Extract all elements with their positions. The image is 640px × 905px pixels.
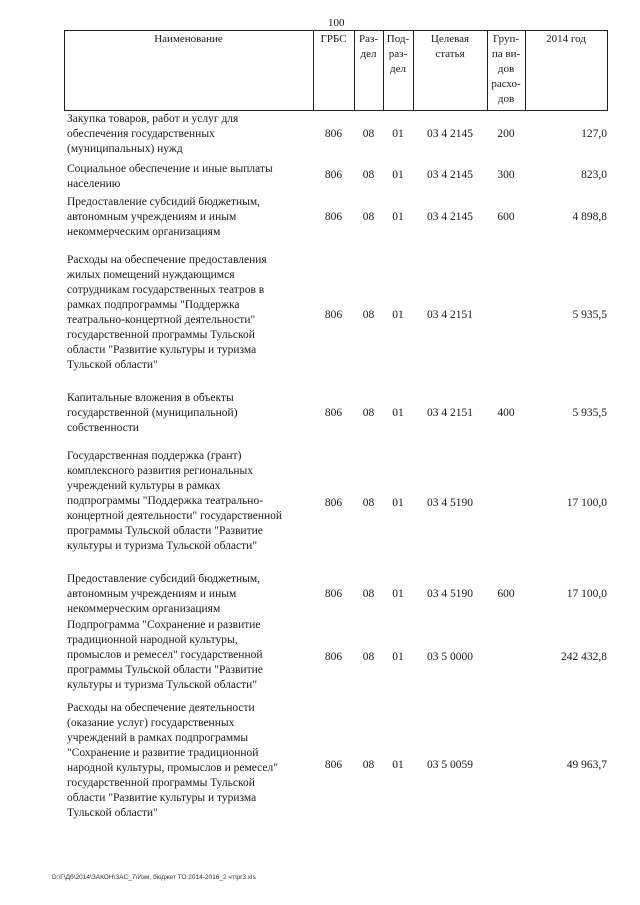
row-group: 400 (497, 407, 515, 419)
row-grbs: 806 (324, 497, 343, 509)
row-name-line: некоммерческим организациям (67, 603, 221, 615)
row-name-line: государственной (муниципальной) (67, 407, 238, 419)
row-razdel: 08 (362, 407, 375, 419)
row-name-line: Расходы на обеспечение деятельности (67, 702, 255, 714)
row-group: 200 (497, 128, 515, 140)
row-razdel: 08 (362, 309, 375, 321)
row-group: 600 (497, 588, 515, 600)
row-name-line: населению (67, 178, 121, 190)
row-amount: 823,0 (581, 169, 607, 181)
header-bottom-border (64, 110, 608, 111)
row-name-line: учреждений культуры в рамках (67, 480, 221, 492)
header-target-line: статья (435, 48, 465, 60)
row-grbs: 806 (324, 309, 343, 321)
row-amount: 5 935,5 (572, 407, 607, 419)
row-name (67, 253, 312, 373)
row-name-line: области "Развитие культуры и туризма (67, 344, 257, 356)
row-podrazdel: 01 (392, 759, 404, 771)
row-name-line: Расходы на обеспечение предоставления (67, 254, 267, 266)
row-name-line: подпрограммы "Поддержка театрально- (67, 495, 264, 507)
row-name-line: Предоставление субсидий бюджетным, (67, 196, 261, 208)
row-name-line: обеспечения государственных (67, 128, 215, 140)
row-target: 03 4 5190 (427, 497, 473, 509)
row-grbs: 806 (324, 407, 343, 419)
header-divider (607, 30, 608, 110)
row-amount: 127,0 (581, 128, 607, 140)
row-amount: 242 432,8 (561, 651, 607, 663)
header-group-line: дов (497, 93, 515, 105)
row-target: 03 4 5190 (427, 588, 473, 600)
row-name-line: (оказание услуг) государственных (67, 717, 235, 729)
row-target: 03 4 2151 (427, 407, 473, 419)
row-amount: 4 898,8 (572, 211, 607, 223)
page-number: 100 (328, 17, 345, 29)
row-name-line: культуры и туризма Тульской области" (67, 679, 258, 691)
row-name-line: учреждений в рамках подпрограммы (67, 732, 249, 744)
header-group-line: расхо- (491, 78, 521, 90)
row-name-line: народной культуры, промыслов и ремесел" (67, 762, 278, 774)
row-group: 300 (497, 169, 515, 181)
row-razdel: 08 (362, 588, 375, 600)
row-name (67, 391, 312, 436)
row-grbs: 806 (324, 211, 343, 223)
row-grbs: 806 (324, 169, 343, 181)
row-name (67, 195, 312, 240)
row-amount: 17 100,0 (566, 497, 607, 509)
header-podrazdel-line: раз- (388, 48, 408, 60)
header-target-line: Целевая (430, 33, 470, 45)
row-name-line: рамках подпрограммы "Поддержка (67, 299, 240, 311)
row-group: 600 (497, 211, 515, 223)
row-name-line: комплексного развития региональных (67, 465, 253, 477)
row-name (67, 162, 312, 192)
row-name-line: традиционной народной культуры, (67, 634, 238, 646)
row-razdel: 08 (362, 128, 375, 140)
row-target: 03 4 2151 (427, 309, 473, 321)
row-name-line: автономным учреждениям и иным (67, 211, 237, 223)
row-name (67, 618, 312, 693)
row-podrazdel: 01 (392, 169, 404, 181)
header-grbs: ГРБС (320, 33, 347, 45)
header-podrazdel-line: Под- (386, 33, 410, 45)
row-grbs: 806 (324, 588, 343, 600)
row-name-line: программы Тульской области "Развитие (67, 525, 263, 537)
row-name-line: Капитальные вложения в объекты (67, 392, 234, 404)
header-group-line: дов (497, 63, 515, 75)
row-podrazdel: 01 (392, 588, 404, 600)
row-name (67, 112, 312, 157)
row-name-line: Государственная поддержка (грант) (67, 450, 242, 462)
header-podrazdel-line: дел (390, 63, 406, 75)
row-razdel: 08 (362, 759, 375, 771)
file-path-footer: D:\Г\Дб\2014\ЗАКОН\ЗАС_7\Изм. бюджет ТО 2014-2016_2 чт\pr3.xls (52, 874, 256, 881)
header-group-line: Груп- (492, 33, 520, 45)
row-target: 03 5 0059 (427, 759, 473, 771)
row-name (67, 449, 312, 554)
row-podrazdel: 01 (392, 651, 404, 663)
row-name-line: собственности (67, 422, 139, 434)
row-target: 03 5 0000 (427, 651, 473, 663)
row-target: 03 4 2145 (427, 169, 473, 181)
row-name-line: концертной деятельности" государственной (67, 510, 283, 522)
row-razdel: 08 (362, 211, 375, 223)
row-name-line: промыслов и ремесел" государственной (67, 649, 263, 661)
header-razdel (354, 32, 383, 62)
row-name-line: программы Тульской области "Развитие (67, 664, 263, 676)
header-razdel-line: дел (360, 48, 377, 60)
row-razdel: 08 (362, 497, 375, 509)
row-name-line: некоммерческим организациям (67, 226, 221, 238)
row-name-line: Тульской области" (67, 359, 158, 371)
row-name-line: государственной программы Тульской (67, 777, 255, 789)
row-name-line: (муниципальных) нужд (67, 143, 183, 155)
row-amount: 17 100,0 (566, 588, 607, 600)
row-razdel: 08 (362, 169, 375, 181)
row-name-line: Тульской области" (67, 807, 158, 819)
row-name-line: "Сохранение и развитие традиционной (67, 747, 259, 759)
row-podrazdel: 01 (392, 407, 404, 419)
row-target: 03 4 2145 (427, 211, 473, 223)
header-group (487, 32, 525, 107)
row-name-line: государственной программы Тульской (67, 329, 255, 341)
row-name-line: Закупка товаров, работ и услуг для (67, 113, 239, 125)
row-razdel: 08 (362, 651, 375, 663)
row-name-line: области "Развитие культуры и туризма (67, 792, 257, 804)
row-name-line: автономным учреждениям и иным (67, 588, 237, 600)
row-name-line: культуры и туризма Тульской области" (67, 540, 258, 552)
row-amount: 49 963,7 (566, 759, 607, 771)
header-target (413, 32, 487, 62)
row-target: 03 4 2145 (427, 128, 473, 140)
row-name-line: сотрудникам государственных театров в (67, 284, 265, 296)
row-name-line: Предоставление субсидий бюджетным, (67, 573, 261, 585)
row-grbs: 806 (324, 651, 343, 663)
header-group-line: па ви- (491, 48, 521, 60)
header-podrazdel (383, 32, 413, 77)
row-grbs: 806 (324, 128, 343, 140)
row-podrazdel: 01 (392, 497, 404, 509)
row-name-line: театрально-концертной деятельности" (67, 314, 256, 326)
row-podrazdel: 01 (392, 309, 404, 321)
row-name (67, 572, 312, 617)
row-podrazdel: 01 (392, 128, 404, 140)
header-top-border (64, 30, 608, 31)
row-name (67, 701, 312, 821)
header-name: Наименование (154, 33, 223, 45)
row-name-line: Социальное обеспечение и иные выплаты (67, 163, 273, 175)
header-razdel-line: Раз- (358, 33, 378, 45)
row-name-line: жилых помещений нуждающимся (67, 269, 235, 281)
row-grbs: 806 (324, 759, 343, 771)
row-name-line: Подпрограмма "Сохранение и развитие (67, 619, 261, 631)
header-year: 2014 год (546, 33, 586, 45)
row-podrazdel: 01 (392, 211, 404, 223)
row-amount: 5 935,5 (572, 309, 607, 321)
